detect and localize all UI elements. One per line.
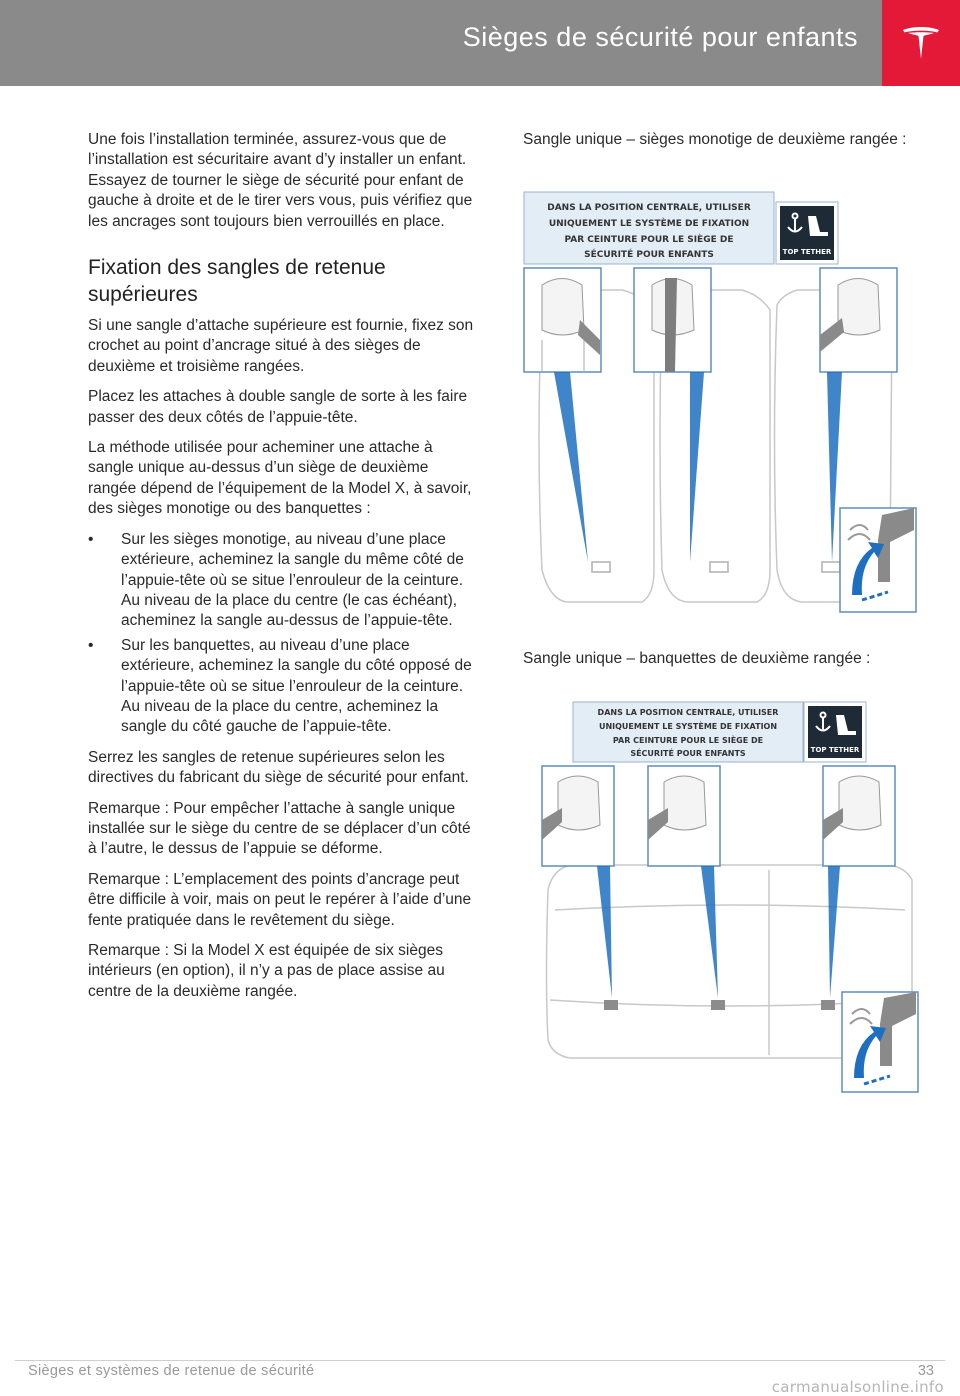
warning-label bbox=[573, 702, 803, 762]
label-line-2: UNIQUEMENT LE SYSTÈME DE FIXATION bbox=[598, 722, 778, 731]
list-item bbox=[88, 636, 480, 738]
label-line-1: DANS LA POSITION CENTRALE, UTILISER bbox=[547, 203, 751, 213]
intro-paragraph: Une fois l’installation terminée, assurez-vous que de l’installation est sécuritaire avant d’y installer un enfant. Essayez de tourner le siège de sécurité pour enfant de gauche à droite et de le tirer vers vous, puis vérifiez que les ancrages sont toujours bien verrouillés en place. bbox=[88, 131, 473, 230]
top-tether-badge bbox=[776, 202, 838, 264]
label-line-3: PAR CEINTURE POUR LE SIÈGE DE bbox=[612, 736, 764, 745]
page-number: 33 bbox=[917, 1363, 934, 1379]
retractor-inset bbox=[842, 992, 918, 1092]
section-heading: Fixation des sangles de retenue supérieures bbox=[88, 256, 386, 307]
headrest-inset-center bbox=[648, 766, 720, 866]
left-column bbox=[88, 130, 480, 1012]
page-title: Sièges de sécurité pour enfants bbox=[462, 22, 858, 52]
note-2: Remarque : L’emplacement des points d’ancrage peut être difficile à voir, mais on peut le repérer à l’aide d’une fente pratiquée dans le revêtement du siège. bbox=[88, 870, 472, 929]
top-tether-badge bbox=[804, 702, 866, 762]
bullet-list bbox=[88, 530, 480, 738]
watermark: carmanualsonline.info bbox=[771, 1378, 944, 1396]
headrest-inset-left bbox=[542, 766, 614, 866]
paragraph-1: Si une sangle d’attache supérieure est fournie, fixez son crochet au point d’ancrage situé à des sièges de deuxième et troisième rangées. bbox=[88, 317, 474, 375]
list-item bbox=[88, 530, 480, 632]
tether-badge-text: TOP TETHER bbox=[782, 248, 832, 256]
label-line-3: PAR CEINTURE POUR LE SIÈGE DE bbox=[564, 235, 734, 245]
tesla-logo-icon bbox=[899, 21, 943, 65]
label-line-4: SÉCURITÉ POUR ENFANTS bbox=[584, 250, 714, 260]
brand-logo-box bbox=[882, 0, 960, 86]
callout-pointers bbox=[554, 372, 842, 562]
callout-pointers bbox=[597, 866, 840, 998]
paragraph-2: Placez les attaches à double sangle de sorte à les faire passer des deux côtés de l’appuie-tête. bbox=[88, 388, 468, 426]
figure-2-caption: Sangle unique – banquettes de deuxième rangée : bbox=[523, 650, 871, 667]
paragraph-4: Serrez les sangles de retenue supérieures selon les directives du fabricant du siège de sécurité pour enfant. bbox=[88, 748, 469, 787]
label-line-4: SÉCURITÉ POUR ENFANTS bbox=[630, 749, 746, 758]
footer-section-title: Sièges et systèmes de retenue de sécurité bbox=[28, 1363, 315, 1379]
note-1: Remarque : Pour empêcher l’attache à sangle unique installée sur le siège du centre de se déplacer d’un côté à l’autre, le dessus de l’appuie se déforme. bbox=[88, 799, 471, 858]
headrest-inset-center bbox=[634, 268, 711, 372]
footer-divider bbox=[15, 1360, 945, 1361]
header-bar bbox=[0, 0, 960, 86]
headrest-inset-right bbox=[823, 766, 895, 866]
label-line-2: UNIQUEMENT LE SYSTÈME DE FIXATION bbox=[548, 219, 750, 229]
tether-badge-text: TOP TETHER bbox=[810, 746, 860, 754]
warning-label bbox=[524, 192, 774, 264]
figure-bench-seats bbox=[540, 700, 920, 1095]
list-item-text: Sur les banquettes, au niveau d’une place extérieure, acheminez la sangle du côté opposé de l’appuie-tête où se situe l’enrouleur de la ceinture. Au niveau de la place du centre, acheminez la sangle du côté gauche de l’appuie-tête. bbox=[121, 636, 472, 736]
headrest-inset-left bbox=[524, 268, 601, 372]
bullet-icon: • bbox=[88, 636, 94, 654]
list-item-text: Sur les sièges monotige, au niveau d’une place extérieure, acheminez la sangle du même côté de l’appuie-tête où se situe l’enrouleur de la ceinture. Au niveau de la place du centre (le cas échéant), acheminez la sangle au-dessus de l’appuie-tête. bbox=[121, 530, 464, 630]
paragraph-3: La méthode utilisée pour acheminer une attache à sangle unique au-dessus d’un siège de deuxième rangée dépend de l’équipement de la Model X, à savoir, des sièges monotige ou des banquettes : bbox=[88, 439, 472, 518]
note-3: Remarque : Si la Model X est équipée de six sièges intérieurs (en option), il n’y a pas de place assise au centre de la deuxième rangée. bbox=[88, 942, 445, 1000]
headrest-inset-right bbox=[820, 268, 897, 372]
figure-monotige-seats bbox=[522, 190, 918, 615]
retractor-inset bbox=[840, 508, 916, 612]
label-line-1: DANS LA POSITION CENTRALE, UTILISER bbox=[597, 708, 779, 717]
bullet-icon: • bbox=[88, 530, 94, 548]
figure-1-caption: Sangle unique – sièges monotige de deuxième rangée : bbox=[523, 131, 907, 148]
